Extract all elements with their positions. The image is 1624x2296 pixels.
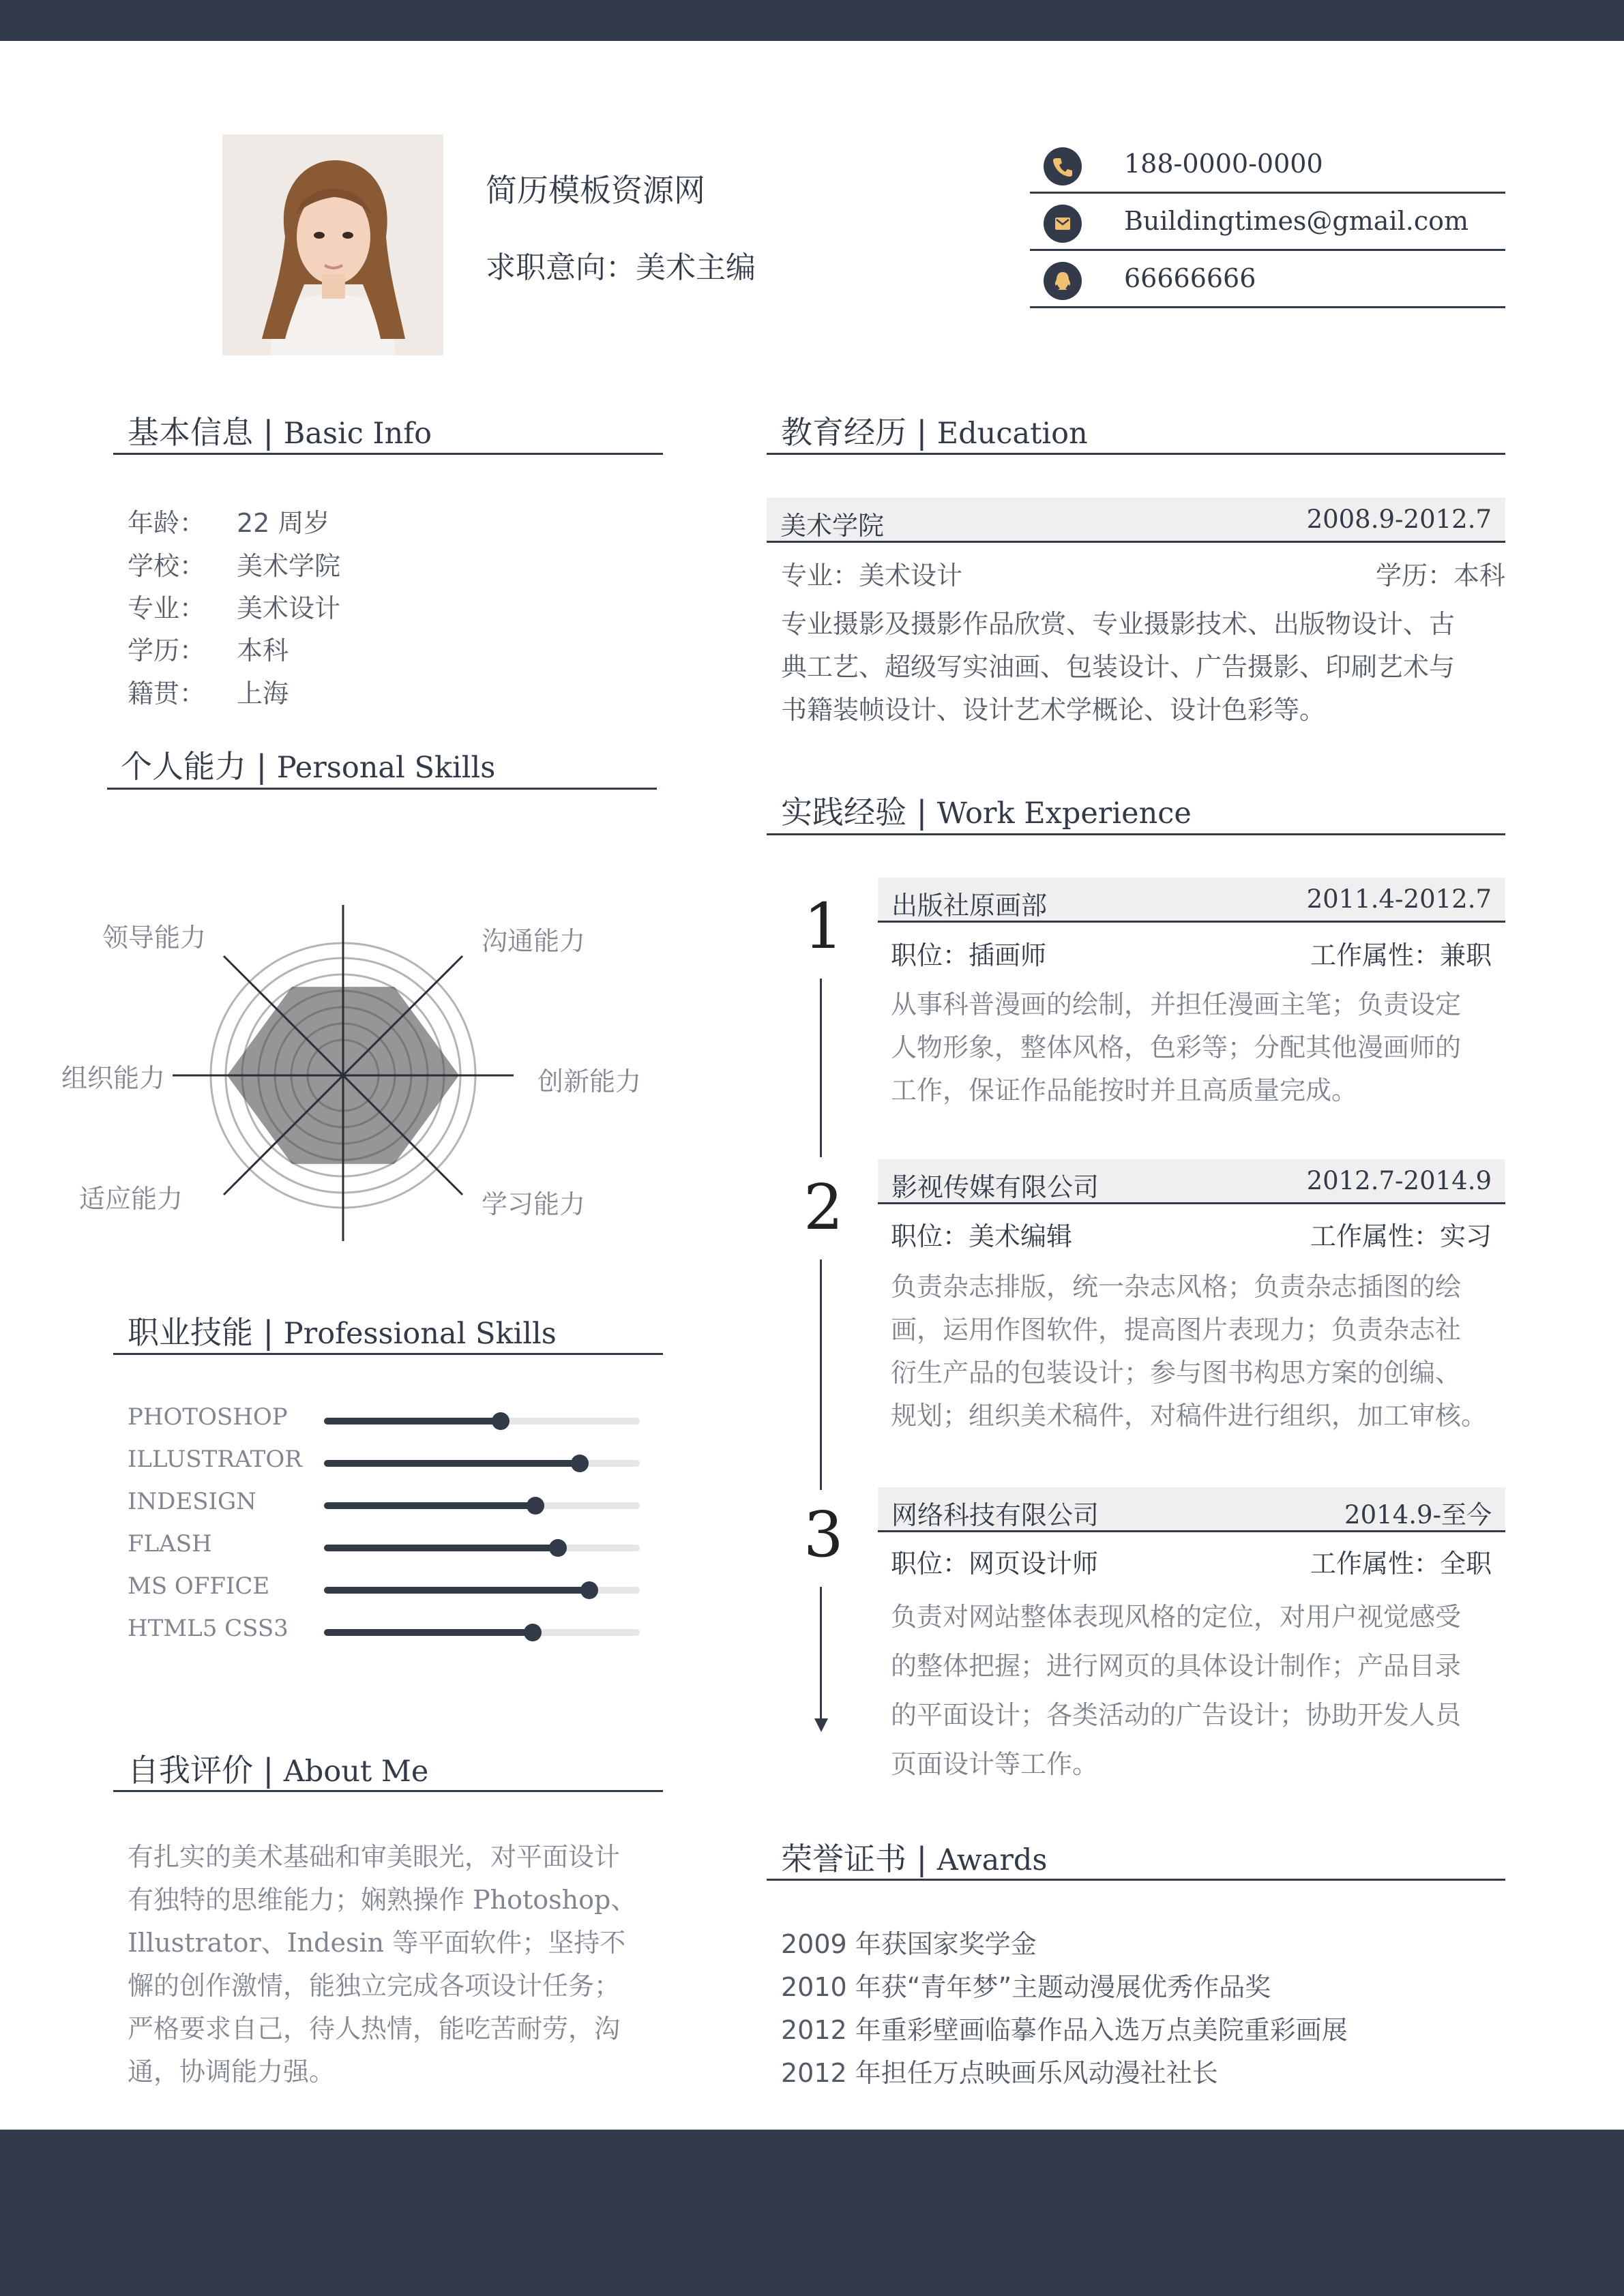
email-address: Buildingtimes@gmail.com <box>1124 206 1469 236</box>
work-title-cn: 实践经验 <box>781 794 906 831</box>
candidate-name: 简历模板资源网 <box>486 172 705 209</box>
timeline-line <box>820 1587 822 1723</box>
job-line: 规划；组织美术稿件，对稿件进行组织，加工审核。 <box>891 1401 1488 1431</box>
skill-label: HTML5 CSS3 <box>128 1615 289 1642</box>
job-intent: 求职意向：美术主编 <box>486 250 756 285</box>
education-heading: 教育经历 | Education <box>781 414 1088 451</box>
skill-fill <box>324 1629 533 1636</box>
job-description <box>891 1266 1487 1437</box>
job-line: 负责对网站整体表现风格的定位，对用户视觉感受 <box>891 1602 1462 1632</box>
radar-label-organization: 组织能力 <box>61 1063 166 1093</box>
award-item: 2012 年重彩壁画临摹作品入选万点美院重彩画展 <box>781 2015 1348 2045</box>
contact-phone-row <box>1030 136 1505 194</box>
timeline-arrow-icon <box>811 1717 831 1733</box>
school-period: 2008.9-2012.7 <box>1306 505 1492 534</box>
skill-knob <box>549 1539 567 1557</box>
job-period: 2011.4-2012.7 <box>1306 884 1492 914</box>
about-line: 通，协调能力强。 <box>128 2057 336 2087</box>
info-label: 年龄： <box>128 508 206 538</box>
job-number: 1 <box>803 890 844 963</box>
info-value: 美术设计 <box>237 593 341 623</box>
about-me-text <box>128 1836 636 2093</box>
job-line: 从事科普漫画的绘制，并担任漫画主笔；负责设定 <box>891 989 1462 1019</box>
skill-label: PHOTOSHOP <box>128 1403 288 1431</box>
personal-skills-title-cn: 个人能力 <box>121 748 246 785</box>
skill-fill <box>324 1418 501 1425</box>
education-title-en: Education <box>936 417 1088 451</box>
job-line: 工作，保证作品能按时并且高质量完成。 <box>891 1075 1358 1105</box>
job-line: 画，运用作图软件，提高图片表现力；负责杂志社 <box>891 1315 1462 1345</box>
job-company: 出版社原画部 <box>891 891 1048 921</box>
school-name: 美术学院 <box>780 511 885 541</box>
course-line: 典工艺、超级写实油画、包装设计、广告摄影、印刷艺术与 <box>781 652 1456 682</box>
job-period: 2014.9-至今 <box>1344 1500 1492 1530</box>
education-divider <box>767 453 1505 455</box>
job-line: 的整体把握；进行网页的具体设计制作；产品目录 <box>891 1651 1462 1681</box>
skill-knob <box>524 1624 542 1641</box>
course-line: 书籍装帧设计、设计艺术学概论、设计色彩等。 <box>781 695 1326 725</box>
radar-label-innovation: 创新能力 <box>537 1067 642 1097</box>
education-degree: 学历：本科 <box>1375 561 1505 591</box>
top-bar <box>0 0 1624 41</box>
education-title-cn: 教育经历 <box>781 414 906 451</box>
skill-label: ILLUSTRATOR <box>128 1446 302 1473</box>
job-company: 影视传媒有限公司 <box>891 1172 1099 1202</box>
qq-number: 66666666 <box>1124 263 1256 293</box>
awards-heading: 荣誉证书 | Awards <box>781 1840 1048 1877</box>
skill-knob <box>580 1581 598 1599</box>
about-line: 严格要求自己，待人热情，能吃苦耐劳，沟 <box>128 2014 621 2044</box>
job-number: 2 <box>803 1171 844 1244</box>
mail-icon <box>1044 205 1082 243</box>
info-label: 学校： <box>128 551 206 581</box>
radar-label-communication: 沟通能力 <box>481 926 586 956</box>
education-courses <box>781 603 1455 732</box>
basic-info-title-cn: 基本信息 <box>128 414 253 451</box>
course-line: 专业摄影及摄影作品欣赏、专业摄影技术、出版物设计、古 <box>781 609 1456 639</box>
contact-email-row <box>1030 194 1505 251</box>
info-label: 专业： <box>128 593 206 623</box>
skill-track <box>324 1502 640 1509</box>
about-line: 懈的创作激情，能独立完成各项设计任务； <box>128 1971 621 2001</box>
job-period: 2012.7-2014.9 <box>1306 1166 1492 1195</box>
professional-skills-title-cn: 职业技能 <box>128 1314 253 1351</box>
award-item: 2012 年担任万点映画乐风动漫社社长 <box>781 2058 1218 2088</box>
qq-icon <box>1044 262 1082 300</box>
info-value: 本科 <box>237 636 289 666</box>
radar-axes <box>173 905 514 1241</box>
job-position: 职位：美术编辑 <box>891 1221 1073 1251</box>
personal-skills-title-en: Personal Skills <box>276 751 496 785</box>
work-title-en: Work Experience <box>936 796 1192 831</box>
job-company: 网络科技有限公司 <box>891 1500 1099 1530</box>
personal-skills-heading: 个人能力 | Personal Skills <box>121 748 496 785</box>
skill-track <box>324 1460 640 1467</box>
portrait-image <box>222 134 443 355</box>
skill-knob <box>492 1412 510 1430</box>
phone-icon <box>1044 147 1082 185</box>
skill-label: FLASH <box>128 1530 212 1557</box>
radar-label-learning: 学习能力 <box>481 1189 586 1219</box>
contact-qq-row <box>1030 251 1505 308</box>
job-band <box>878 878 1505 923</box>
award-item: 2009 年获国家奖学金 <box>781 1929 1037 1959</box>
skill-fill <box>324 1460 580 1467</box>
radar-label-leadership: 领导能力 <box>102 923 207 953</box>
awards-divider <box>767 1879 1505 1881</box>
info-value: 美术学院 <box>237 551 341 581</box>
professional-skills-heading: 职业技能 | Professional Skills <box>128 1314 557 1351</box>
bottom-bar <box>0 2130 1624 2296</box>
skill-fill <box>324 1545 558 1551</box>
awards-title-cn: 荣誉证书 <box>781 1840 906 1877</box>
job-description <box>891 983 1461 1112</box>
skill-track <box>324 1587 640 1594</box>
timeline-line <box>820 979 822 1157</box>
skill-fill <box>324 1587 589 1594</box>
job-type: 工作属性：全职 <box>1310 1549 1492 1579</box>
phone-number: 188-0000-0000 <box>1124 149 1323 179</box>
job-band <box>878 1159 1505 1204</box>
skill-label: MS OFFICE <box>128 1572 270 1600</box>
about-me-divider <box>113 1790 663 1792</box>
job-position: 职位：插画师 <box>891 940 1047 970</box>
basic-info-heading: 基本信息 | Basic Info <box>128 414 432 451</box>
timeline-line <box>820 1259 822 1490</box>
job-type: 工作属性：兼职 <box>1310 940 1492 970</box>
about-line: Illustrator、Indesin 等平面软件；坚持不 <box>128 1928 626 1958</box>
basic-info-divider <box>113 453 663 455</box>
info-value: 上海 <box>237 679 289 709</box>
skill-track <box>324 1629 640 1636</box>
skill-label: INDESIGN <box>128 1488 256 1515</box>
about-me-heading: 自我评价 | About Me <box>128 1752 429 1789</box>
awards-list <box>781 1923 1348 2095</box>
education-school-band <box>767 498 1505 543</box>
skill-fill <box>324 1502 535 1509</box>
skill-knob <box>527 1497 544 1515</box>
education-major: 专业：美术设计 <box>781 561 963 591</box>
skill-track <box>324 1545 640 1551</box>
about-me-title-en: About Me <box>283 1755 429 1789</box>
professional-skills-title-en: Professional Skills <box>283 1317 557 1351</box>
job-number: 3 <box>803 1498 844 1571</box>
info-label: 籍贯： <box>128 679 206 709</box>
award-item: 2010 年获“青年梦”主题动漫展优秀作品奖 <box>781 1972 1271 2002</box>
work-experience-divider <box>767 833 1505 835</box>
job-type: 工作属性：实习 <box>1310 1221 1492 1251</box>
job-description <box>891 1592 1461 1789</box>
job-line: 人物形象，整体风格，色彩等；分配其他漫画师的 <box>891 1032 1462 1062</box>
about-line: 有扎实的美术基础和审美眼光，对平面设计 <box>128 1842 621 1872</box>
work-experience-heading: 实践经验 | Work Experience <box>781 794 1192 831</box>
job-line: 页面设计等工作。 <box>891 1749 1099 1779</box>
awards-title-en: Awards <box>936 1843 1048 1877</box>
skill-track <box>324 1418 640 1425</box>
radar-label-adaptability: 适应能力 <box>78 1184 183 1214</box>
job-line: 衍生产品的包装设计；参与图书构思方案的创编、 <box>891 1358 1462 1388</box>
info-value: 22 周岁 <box>237 508 330 538</box>
job-line: 的平面设计；各类活动的广告设计；协助开发人员 <box>891 1700 1462 1730</box>
job-band <box>878 1487 1505 1532</box>
info-label: 学历： <box>128 636 206 666</box>
profile-photo <box>222 134 443 355</box>
basic-info-title-en: Basic Info <box>283 417 432 451</box>
personal-skills-divider <box>107 788 657 790</box>
about-me-title-cn: 自我评价 <box>128 1752 253 1789</box>
professional-skills-divider <box>113 1353 663 1355</box>
about-line: 有独特的思维能力；娴熟操作 Photoshop、 <box>128 1885 637 1915</box>
job-position: 职位：网页设计师 <box>891 1549 1099 1579</box>
job-line: 负责杂志排版，统一杂志风格；负责杂志插图的绘 <box>891 1272 1462 1302</box>
radar-chart <box>41 886 668 1241</box>
skill-knob <box>571 1455 589 1472</box>
